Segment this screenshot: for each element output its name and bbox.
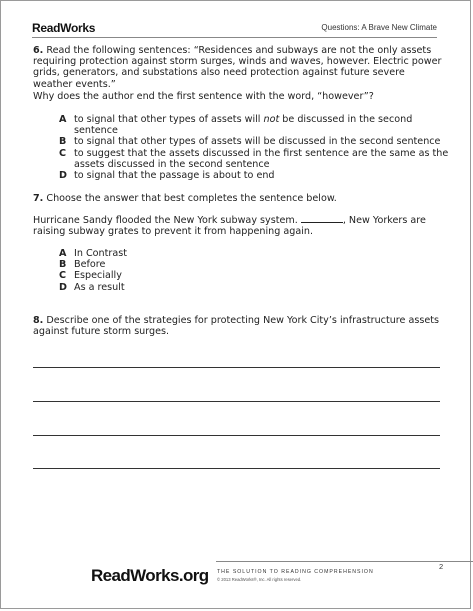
option-7b[interactable] bbox=[59, 259, 449, 270]
footer-tagline: THE SOLUTION TO READING COMPREHENSION bbox=[217, 569, 374, 575]
option-text: As a result bbox=[74, 281, 125, 293]
question-6-number: 6. bbox=[33, 45, 44, 56]
option-text: to signal that other types of assets will not be discussed in the second sentence bbox=[74, 114, 413, 137]
option-7c[interactable] bbox=[59, 270, 449, 281]
option-text: Before bbox=[74, 259, 106, 271]
answer-line[interactable] bbox=[33, 435, 440, 436]
answer-line[interactable] bbox=[33, 367, 440, 368]
question-7-number: 7. bbox=[33, 193, 44, 204]
option-text: to suggest that the assets discussed in the first sentence are the same as the assets discussed in the second sentence bbox=[74, 147, 449, 170]
option-text: to signal that the passage is about to end bbox=[74, 170, 275, 182]
header-divider bbox=[32, 37, 437, 38]
answer-line[interactable] bbox=[33, 468, 440, 469]
option-letter: A bbox=[59, 248, 67, 259]
footer-copyright: © 2013 ReadWorks®, Inc. All rights reserved. bbox=[217, 577, 302, 582]
question-6-question: Why does the author end the first sentence with the word, “however”? bbox=[33, 91, 374, 102]
option-6a[interactable] bbox=[59, 114, 449, 136]
question-8-text: Describe one of the strategies for protecting New York City’s infrastructure assets against future storm surges. bbox=[33, 315, 440, 338]
option-letter: C bbox=[59, 270, 67, 282]
option-letter: C bbox=[59, 147, 67, 159]
header-title: Questions: A Brave New Climate bbox=[321, 23, 437, 32]
page-number: 2 bbox=[439, 562, 444, 571]
page-footer bbox=[91, 561, 444, 601]
footer-divider bbox=[216, 561, 473, 562]
fill-in-blank bbox=[301, 214, 343, 223]
option-letter: D bbox=[59, 281, 67, 293]
question-6-prompt bbox=[33, 45, 445, 90]
brand-logo: ReadWorks bbox=[32, 21, 96, 35]
option-text: In Contrast bbox=[74, 248, 127, 259]
option-text: Especially bbox=[74, 270, 122, 282]
question-6-options bbox=[59, 114, 449, 181]
option-6d[interactable] bbox=[59, 170, 449, 181]
question-8-prompt bbox=[33, 315, 445, 337]
option-6b[interactable] bbox=[59, 136, 449, 147]
question-8-number: 8. bbox=[33, 315, 44, 326]
question-6-text: Read the following sentences: “Residences and subways are not the only assets requiring protection against storm surges, winds and waves, however. Electric power grids, generators, and substations also need protection against future severe weather events.” bbox=[33, 45, 442, 90]
option-letter: B bbox=[59, 136, 67, 148]
question-7-sentence: Hurricane Sandy flooded the New York subway system. , New Yorkers are raising subway grates to prevent it from happening again. bbox=[33, 215, 426, 238]
option-text: to signal that other types of assets will be discussed in the second sentence bbox=[74, 136, 441, 148]
option-letter: B bbox=[59, 259, 67, 271]
answer-line[interactable] bbox=[33, 401, 440, 402]
option-letter: A bbox=[59, 114, 67, 125]
option-7a[interactable] bbox=[59, 248, 449, 259]
option-6c[interactable] bbox=[59, 148, 449, 170]
option-7d[interactable] bbox=[59, 282, 449, 293]
question-7-prompt bbox=[33, 193, 445, 204]
footer-logo: ReadWorks.org bbox=[91, 566, 209, 585]
option-letter: D bbox=[59, 170, 67, 182]
question-7-options bbox=[59, 248, 449, 293]
question-7-text: Choose the answer that best completes the sentence below. bbox=[46, 193, 337, 204]
